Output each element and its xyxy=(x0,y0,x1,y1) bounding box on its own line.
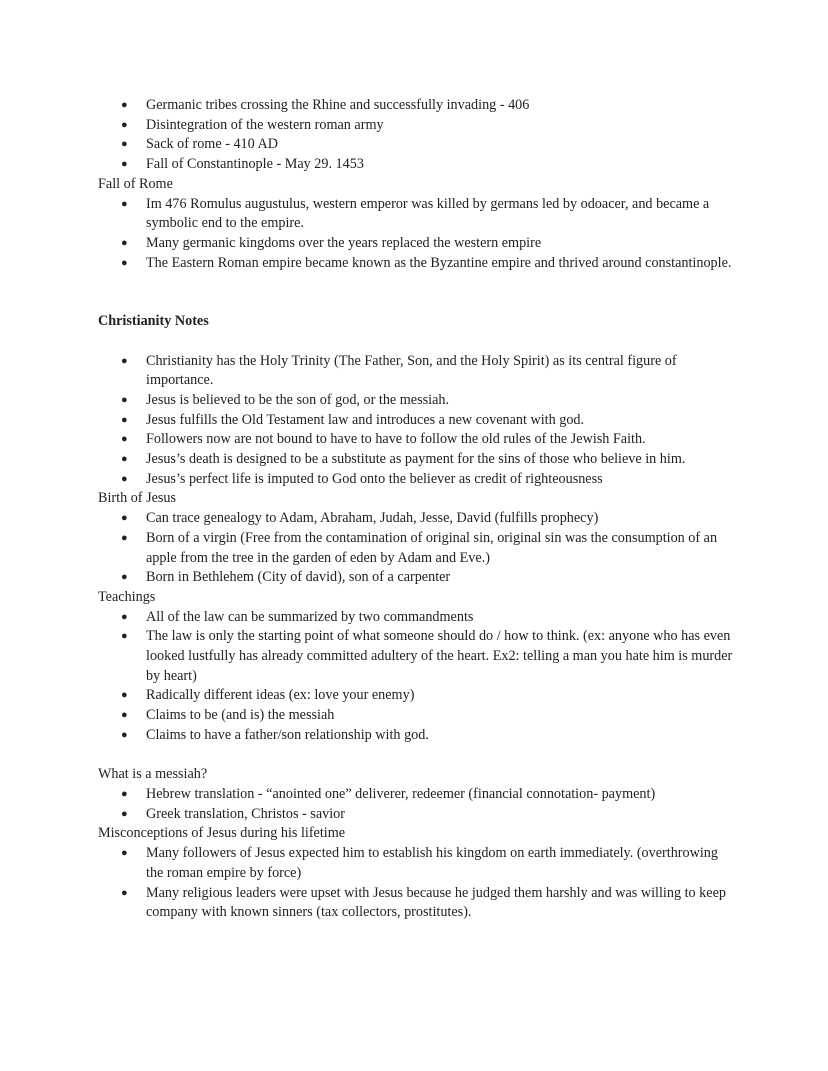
christianity-list xyxy=(98,352,738,490)
messiah-list xyxy=(98,785,738,824)
bullet-icon: ● xyxy=(121,630,128,643)
bullet-icon: ● xyxy=(121,256,128,269)
list-item: ● Jesus is believed to be the son of god, or the messiah. xyxy=(146,391,738,411)
list-item: ● Christianity has the Holy Trinity (The Father, Son, and the Holy Spirit) as its central figure of importance. xyxy=(121,352,677,389)
teachings-heading: Teachings xyxy=(98,588,156,605)
bullet-icon: ● xyxy=(121,99,128,111)
bullet-icon: ● xyxy=(121,728,128,741)
list-item: ● Hebrew translation - “anointed one” deliverer, redeemer (financial connotation- payment) xyxy=(146,785,738,805)
teachings-list xyxy=(98,608,738,746)
fall-of-rome-list xyxy=(98,195,738,274)
list-item: ● Jesus fulfills the Old Testament law and introduces a new covenant with god. xyxy=(146,411,738,431)
bullet-icon: ● xyxy=(121,531,128,544)
birth-of-jesus-heading: Birth of Jesus xyxy=(98,490,177,507)
misconceptions-heading: Misconceptions of Jesus during his lifetime xyxy=(98,825,346,842)
fall-of-rome-heading: Fall of Rome xyxy=(98,175,173,192)
list-item: ● Followers now are not bound to have to have to follow the old rules of the Jewish Faith. xyxy=(146,430,738,450)
bullet-icon: ● xyxy=(121,610,128,623)
bullet-icon: ● xyxy=(121,571,128,584)
list-item: ● All of the law can be summarized by two commandments xyxy=(146,608,738,628)
list-item: ● Many religious leaders were upset with Jesus because he judged them harshly and was willing to keep company with known sinners (tax collectors, prostitutes). xyxy=(121,884,726,921)
christianity-notes-heading: Christianity Notes xyxy=(98,313,209,330)
bullet-icon: ● xyxy=(121,787,128,800)
bullet-icon: ● xyxy=(121,354,128,367)
bullet-icon: ● xyxy=(121,512,128,525)
bullet-icon: ● xyxy=(121,453,128,466)
misconceptions-list xyxy=(98,844,738,923)
intro-list xyxy=(98,96,738,175)
bullet-icon: ● xyxy=(121,236,128,249)
list-item: ● Many followers of Jesus expected him to establish his kingdom on earth immediately. (overthrowing the roman empire by force) xyxy=(121,845,718,881)
list-item: ● Can trace genealogy to Adam, Abraham, Judah, Jesse, David (fulfills prophecy) xyxy=(146,509,738,529)
bullet-icon: ● xyxy=(121,433,128,446)
bullet-icon: ● xyxy=(121,138,128,151)
list-item: ● Radically different ideas (ex: love your enemy) xyxy=(146,686,738,706)
list-item: ● Many germanic kingdoms over the years replaced the western empire xyxy=(146,234,738,254)
bullet-icon: ● xyxy=(121,886,128,899)
bullet-icon: ● xyxy=(121,158,128,171)
list-item: ● Sack of rome - 410 AD xyxy=(146,135,738,155)
messiah-heading: What is a messiah? xyxy=(98,766,208,783)
list-item: ● Claims to have a father/son relationship with god. xyxy=(146,726,738,746)
list-item: ● The Eastern Roman empire became known as the Byzantine empire and thrived around constantinople. xyxy=(146,254,738,274)
bullet-icon: ● xyxy=(121,472,128,485)
bullet-icon: ● xyxy=(121,413,128,426)
bullet-icon: ● xyxy=(121,807,128,820)
list-item: ● Born of a virgin (Free from the contamination of original sin, original sin was the consumption of an apple from the tree in the garden of eden by Adam and Eve.) xyxy=(121,529,718,566)
bullet-icon: ● xyxy=(121,197,128,210)
list-item: ● Fall of Constantinople - May 29. 1453 xyxy=(146,155,738,175)
birth-of-jesus-list xyxy=(98,509,738,588)
list-item: ● Greek translation, Christos - savior xyxy=(146,805,738,825)
bullet-icon: ● xyxy=(121,689,128,702)
list-item: ● Germanic tribes crossing the Rhine and successfully invading - 406 xyxy=(146,96,738,116)
list-item: ● The law is only the starting point of what someone should do / how to think. (ex: anyone who has even looked lustfully has already committed adultery of the heart. Ex2: telling a man you hate him is murder by heart) xyxy=(121,628,733,684)
list-item: ● Jesus’s perfect life is imputed to God onto the believer as credit of righteousness xyxy=(146,470,738,490)
bullet-icon: ● xyxy=(121,847,128,860)
list-item: ● Born in Bethlehem (City of david), son of a carpenter xyxy=(146,568,738,588)
list-item: ● Jesus’s death is designed to be a substitute as payment for the sins of those who believe in him. xyxy=(146,450,738,470)
bullet-icon: ● xyxy=(121,709,128,722)
list-item: ● Disintegration of the western roman army xyxy=(146,116,738,136)
list-item: ● Im 476 Romulus augustulus, western emperor was killed by germans led by odoacer, and became a symbolic end to the empire. xyxy=(121,195,710,232)
bullet-icon: ● xyxy=(121,393,128,406)
document-page xyxy=(98,96,738,923)
bullet-icon: ● xyxy=(121,118,128,131)
list-item: ● Claims to be (and is) the messiah xyxy=(146,706,738,726)
